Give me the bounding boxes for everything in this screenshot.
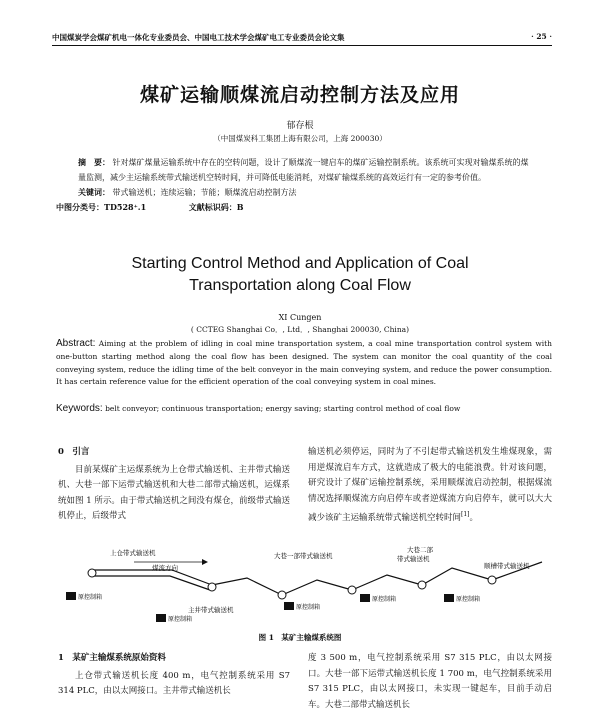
label-original-control: 原控制箱 bbox=[168, 616, 193, 623]
page-number: · 25 · bbox=[531, 32, 552, 41]
paper-title-cn: 煤矿运输顺煤流启动控制方法及应用 bbox=[139, 84, 460, 106]
doc-code: 文献标识码：B bbox=[188, 202, 244, 212]
affiliation-cn: （中国煤炭科工集团上海有限公司，上海 200030） bbox=[213, 134, 387, 143]
figure1-diagram bbox=[52, 540, 552, 630]
belt-main-shaft-a bbox=[212, 578, 282, 595]
section0-right-column bbox=[308, 445, 552, 526]
abstract-en bbox=[56, 338, 552, 389]
belt-upper-bin bbox=[92, 570, 212, 585]
section0-para-right: 输送机必须停运，同时为了不引起带式输送机发生堆煤现象，需用逆煤流启车方式，这就造成了极大的电能浪费。针对该问题，研究设计了煤矿运输控制系统，采用顺煤流启动控制，根据煤流情况选择顺煤流方向启停车或者逆煤流方向启停车，就可以大大减少该矿主运输系统带式输送机空转时间 bbox=[308, 447, 552, 523]
keywords-en-text: belt conveyor; continuous transportation; energy saving; starting control method of coal flow bbox=[105, 404, 461, 413]
label-roadway2-control: 原控制箱 bbox=[456, 596, 481, 603]
coal-flow-arrowhead bbox=[202, 559, 208, 565]
label-source-control: 原控制箱 bbox=[78, 594, 103, 601]
header-rule bbox=[52, 45, 552, 46]
section0-para-left: 目前某煤矿主运煤系统为上仓带式输送机、主井带式输送机、大巷一部下运带式输送机和大巷二部带式输送机，运煤系统如图 1 所示。由于带式输送机之间没有煤仓，前级带式输送机停止，后级带式 bbox=[58, 464, 290, 521]
figure1-caption: 图 1 某矿主输煤系统图 bbox=[258, 633, 342, 642]
running-title: 中国煤炭学会煤矿机电一体化专业委员会、中国电工技术学会煤矿电工专业委员会论文集 bbox=[52, 33, 345, 42]
section1-para-right: 度 3 500 m，电气控制系统采用 S7 315 PLC，由以太网接口。大巷一部下运带式输送机长度 1 700 m，电气控制系统采用 S7 315 PLC，由以太网接口，未实现一键起车，目前手动启车。大巷二部带式输送机长 bbox=[308, 653, 552, 710]
belt-roadway2 bbox=[422, 568, 492, 585]
abstract-cn-body bbox=[78, 155, 530, 185]
author-cn: 郁存根 bbox=[286, 121, 314, 131]
abstract-cn-text: 针对煤矿煤量运输系统中存在的空转问题，设计了顺煤流一键启车的煤矿运输控制系统。该系统可实现对输煤系统的煤量监测，减少主运输系统带式输送机空转时间，并可降低电能消耗，对煤矿输煤系统的高效运行有一定的参考价值。 bbox=[78, 158, 529, 182]
keywords-cn bbox=[78, 185, 530, 200]
keywords-en-label: Keywords: bbox=[56, 403, 103, 414]
label-coal-flow-direction: 煤流方向 bbox=[152, 564, 178, 572]
classification bbox=[56, 200, 530, 215]
label-downstream-conveyor: 顺槽带式输送机 bbox=[484, 562, 530, 570]
abstract-cn bbox=[56, 155, 530, 215]
author-en: XI Cungen bbox=[278, 313, 322, 322]
keywords-cn-text: 带式输送机；连续运输；节能；顺煤流启动控制方法 bbox=[112, 188, 297, 197]
control-box-main-shaft bbox=[284, 602, 294, 610]
title-en-line2: Transportation along Coal Flow bbox=[189, 277, 411, 294]
label-roadway1-conveyor: 大巷一部带式输送机 bbox=[274, 552, 333, 560]
pulley bbox=[278, 591, 286, 599]
pulley bbox=[418, 581, 426, 589]
keywords-en bbox=[56, 403, 552, 414]
section1-heading: 1 某矿主输煤系统原始资料 bbox=[58, 653, 166, 663]
label-roadway1-control: 原控制箱 bbox=[372, 596, 397, 603]
section1-left-column bbox=[58, 651, 290, 700]
title-en-line1: Starting Control Method and Application of Coal bbox=[131, 255, 469, 272]
control-box-roadway1 bbox=[360, 594, 370, 602]
pulley bbox=[488, 576, 496, 584]
label-upper-bin-conveyor: 上仓带式输送机 bbox=[110, 549, 156, 557]
belt-main-shaft-b bbox=[282, 580, 352, 595]
paper-title-en bbox=[0, 253, 600, 297]
pulley bbox=[88, 569, 96, 577]
running-header bbox=[52, 32, 552, 43]
pulley bbox=[208, 583, 216, 591]
label-main-shaft-conveyor: 主井带式输送机 bbox=[188, 606, 234, 614]
citation-1: [1] bbox=[461, 511, 470, 518]
control-box-original bbox=[156, 614, 166, 622]
section0-heading: 0 引言 bbox=[58, 447, 90, 457]
belt-roadway1 bbox=[352, 575, 422, 590]
affiliation-en: ( CCTEG Shanghai Co．, Ltd．, Shanghai 200030, China) bbox=[190, 325, 410, 334]
section1-para-left: 上仓带式输送机长度 400 m，电气控制系统采用 S7 314 PLC，由以太网接口。主井带式输送机长 bbox=[58, 670, 290, 696]
abstract-en-text: Aiming at the problem of idling in coal mine transportation system, a coal mine transportation control system with one-button starting method along the coal flow has been designed. The system can monitor the coal quantity of the coal conveying system, reduce the idling time of the belt conveyor in the main conveying system, and reduce the power consumption. It has certain reference value for the efficient operation of the coal conveying system in coal mines. bbox=[56, 339, 552, 387]
abstract-en-label: Abstract: bbox=[56, 338, 96, 349]
control-box-roadway2 bbox=[444, 594, 454, 602]
label-main-shaft-control: 原控制箱 bbox=[296, 604, 321, 611]
label-roadway2-line1: 大巷二部 bbox=[407, 546, 433, 554]
pulley bbox=[348, 586, 356, 594]
section0-left-column bbox=[58, 445, 290, 525]
control-box-source bbox=[66, 592, 76, 600]
abstract-cn-label: 摘 要： bbox=[78, 157, 110, 167]
section1-right-column bbox=[308, 651, 552, 713]
section0-para-end: 。 bbox=[469, 512, 479, 523]
clc-number: 中图分类号：TD528⁺.1 bbox=[56, 202, 147, 212]
keywords-cn-label: 关键词： bbox=[78, 187, 110, 197]
label-roadway2-line2: 带式输送机 bbox=[397, 555, 430, 563]
